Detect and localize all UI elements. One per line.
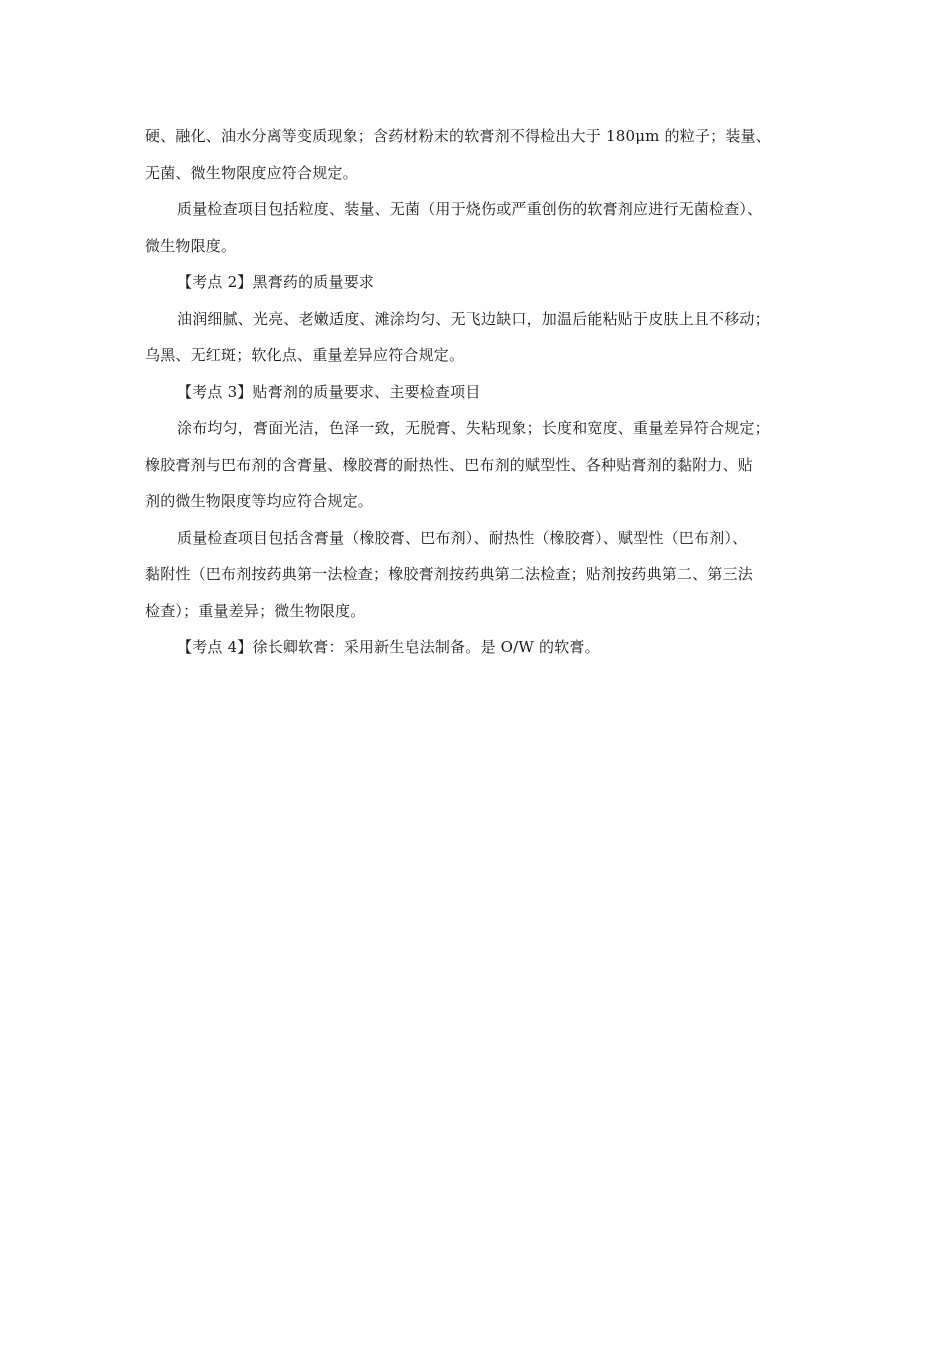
heading-point-2: [145, 264, 813, 301]
text-line: 检查）；重量差异；微生物限度。: [145, 601, 366, 620]
text-line: 乌黑、无红斑；软化点、重量差异应符合规定。: [145, 346, 465, 364]
section-heading: 【考点 3】贴膏剂的质量要求、主要检查项目: [177, 382, 481, 401]
text-line: 剂的微生物限度等均应符合规定。: [145, 492, 374, 510]
text-line: 无菌、微生物限度应符合规定。: [145, 163, 358, 182]
text-line: 硬、融化、油水分离等变质现象；含药材粉末的软膏剂不得检出大于 180μm 的粒子；装量、: [145, 127, 771, 145]
document-body: [145, 118, 813, 666]
paragraph-ointment-inspection-items: [145, 191, 813, 264]
text-line: 油润细腻、光亮、老嫩适度、滩涂均匀、无飞边缺口，加温后能粘贴于皮肤上且不移动；: [177, 309, 770, 328]
heading-point-4: [145, 629, 813, 666]
text-line: 微生物限度。: [145, 236, 237, 255]
text-line: 质量检查项目包括含膏量（橡胶膏、巴布剂）、耐热性（橡胶膏）、赋型性（巴布剂）、: [177, 528, 748, 547]
paragraph-patch-inspection-items: [145, 520, 813, 630]
heading-point-3: [145, 374, 813, 411]
text-line: 橡胶膏剂与巴布剂的含膏量、橡胶膏的耐热性、巴布剂的赋型性、各种贴膏剂的黏附力、贴: [145, 455, 754, 474]
section-heading: 【考点 4】徐长卿软膏：采用新生皂法制备。是 O/W 的软膏。: [177, 638, 600, 656]
paragraph-ointment-quality-continued: [145, 118, 813, 191]
text-line: 黏附性（巴布剂按药典第一法检查；橡胶膏剂按药典第二法检查；贴剂按药典第二、第三法: [145, 565, 754, 583]
section-heading: 【考点 2】黑膏药的质量要求: [177, 273, 375, 291]
text-line: 涂布均匀，膏面光洁，色泽一致，无脱膏、失粘现象；长度和宽度、重量差异符合规定；: [177, 419, 770, 437]
text-line: 质量检查项目包括粒度、装量、无菌（用于烧伤或严重创伤的软膏剂应进行无菌检查）、: [177, 200, 763, 218]
paragraph-patch-quality: [145, 410, 813, 520]
paragraph-black-plaster-quality: [145, 301, 813, 374]
